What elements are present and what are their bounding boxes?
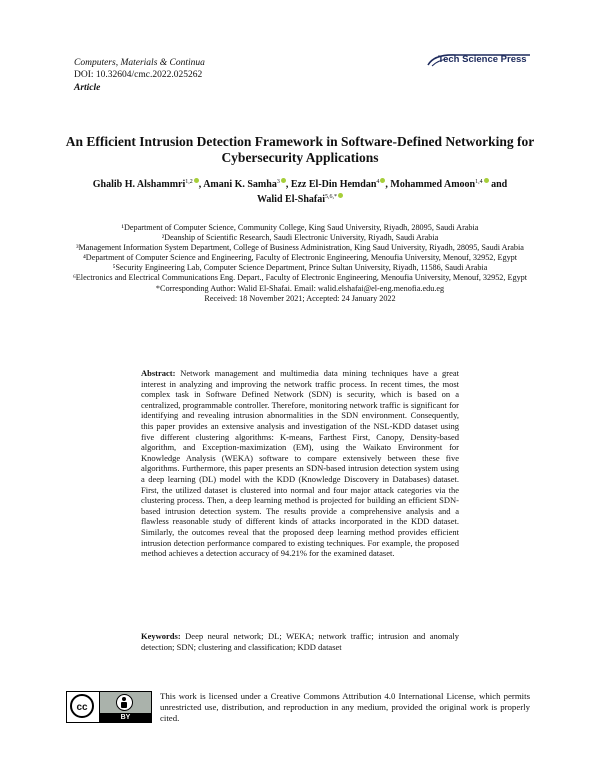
- publisher-logo: [426, 53, 532, 67]
- affiliation-line: ¹Department of Computer Science, Community College, King Saud University, Riyadh, 28095, Saudi Arabia: [121, 223, 479, 232]
- article-type: Article: [74, 83, 101, 93]
- journal-name: Computers, Materials & Continua: [74, 58, 205, 68]
- author-affiliation-sup: 4: [376, 179, 380, 185]
- orcid-icon[interactable]: [338, 193, 343, 198]
- author-list: Ghalib H. Alshammri$^{1,2}$ , Amani K. Samha$^3$ , Ezz El-Din Hemdan$^4$ , Mohammed Amoon$^{1,4}$ and Walid El-Shafai$^{5,6,*}$: [92, 179, 508, 205]
- author-name: Ezz El-Din Hemdan: [290, 179, 377, 190]
- author-affiliation-sup: 1,2: [185, 179, 193, 185]
- author-name: Ghalib H. Alshammri: [92, 179, 186, 190]
- abstract: [141, 368, 459, 559]
- author-affiliation-sup: 3: [276, 179, 280, 185]
- license-text: This work is licensed under a Creative Commons Attribution 4.0 International License, which permits unrestricted use, distribution, and reproduction in any medium, provided the original work is properly cited.: [160, 691, 530, 723]
- affiliation-line: ⁶Electronics and Electrical Communications Eng. Depart., Faculty of Electronic Engineering, Menoufia University, Menouf, 32952, Egypt: [72, 273, 528, 283]
- author-affiliation-sup: 5,6,*: [325, 194, 338, 200]
- keywords: [141, 631, 459, 652]
- author-name: Amani K. Samha: [203, 179, 277, 190]
- keywords-text: Deep neural network; DL; WEKA; network traffic; intrusion and anomaly detection; SDN; clustering and classification; KDD dataset: [141, 631, 459, 652]
- attribution-person-icon: [116, 694, 133, 711]
- abstract-text: Network management and multimedia data mining techniques have a great interest in analyzing and improving the network traffic process. In recent times, the most complex task in Software Defined Network (SDN) is security, which is based on a centralized, programmable controller. Therefore, monitoring network traffic is significant for identifying and revealing intrusion abnormalities in the SDN environment. Consequently, this paper provides an extensive analysis and investigation of the NSL-KDD dataset using five different clustering algorithms: K-means, Farthest First, Canopy, Density-based algorithm, and Exception-maximization (EM), using the Waikato Environment for Knowledge Analysis (WEKA) software to compare extensively between these five algorithms. Furthermore, this paper presents an SDN-based intrusion detection system using a deep learning (DL) model with the KDD (Knowledge Discovery in Databases) dataset. First, the utilized dataset is clustered into normal and four major attack categories via the clustering process. Then, a deep learning method is projected for building an efficient SDN-based intrusion detection system. The results provide a comprehensive analysis and a flawless reasonable study of different kinds of attacks incorporated in the KDD dataset. Similarly, the outcomes reveal that the proposed deep learning method provides efficient intrusion detection performance compared to existing techniques. For example, the proposed method achieves a detection accuracy of 94.21% for the examined dataset.: [141, 368, 459, 559]
- received-accepted-dates: Received: 18 November 2021; Accepted: 24 January 2022: [204, 293, 396, 303]
- affiliation-line: ⁴Department of Computer Science and Engineering, Faculty of Electronic Engineering, Menoufia University, Menouf, 32952, Egypt: [82, 253, 518, 263]
- publisher-name: Tech Science Press: [438, 54, 527, 65]
- by-label: BY: [100, 713, 151, 722]
- cc-icon: cc: [70, 694, 94, 718]
- affiliation-line: ⁵Security Engineering Lab, Computer Science Department, Prince Sultan University, Riyadh, 11586, Saudi Arabia: [112, 263, 488, 273]
- affiliations: [72, 223, 528, 304]
- affiliation-line: ²Deanship of Scientific Research, Saudi Electronic University, Riyadh, Saudi Arabia: [161, 233, 439, 243]
- corresponding-author[interactable]: *Corresponding Author: Walid El-Shafai. Email: walid.elshafai@el-eng.menofia.edu.eg: [155, 283, 445, 293]
- author-name: Mohammed Amoon: [390, 179, 476, 190]
- keywords-label: Keywords:: [141, 631, 181, 641]
- doi-link[interactable]: DOI: 10.32604/cmc.2022.025262: [74, 70, 203, 80]
- affiliation-line: ³Management Information System Department, College of Business Administration, King Saud University, Riyadh, 28095, Saudi Arabia: [76, 243, 524, 253]
- abstract-label: Abstract:: [141, 368, 176, 378]
- cc-by-license-badge[interactable]: [66, 691, 152, 723]
- author-affiliation-sup: 1,4: [475, 179, 483, 185]
- paper-title: An Efficient Intrusion Detection Framework in Software-Defined Networking for Cybersecurity Applications: [65, 134, 535, 165]
- author-name: Walid El-Shafai: [256, 194, 326, 205]
